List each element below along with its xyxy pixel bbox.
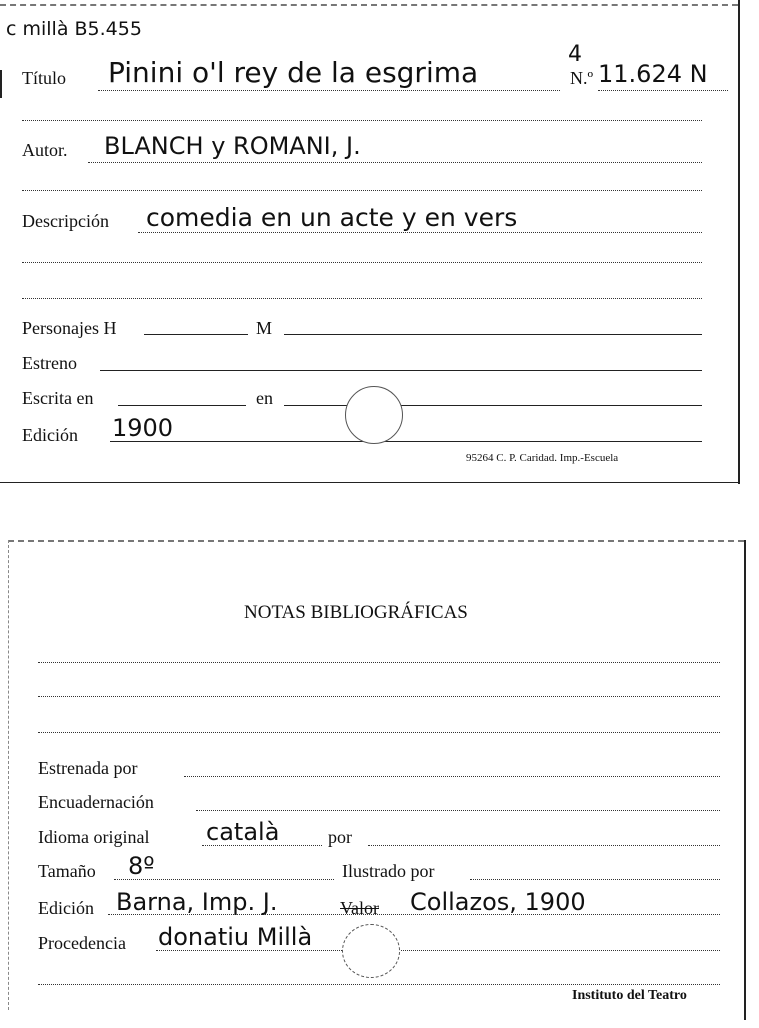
author-line <box>88 162 702 163</box>
provenance-label: Procedencia <box>38 933 126 953</box>
premiere-label: Estreno <box>22 353 77 373</box>
author-label: Autor. <box>22 140 68 160</box>
original-language-value: català <box>206 818 280 846</box>
size-value: 8º <box>128 852 155 880</box>
author-line-2 <box>22 190 702 191</box>
size-label: Tamaño <box>38 861 96 881</box>
binding-label: Encuadernación <box>38 792 154 812</box>
catalog-card-front <box>0 0 740 484</box>
notes-heading: NOTAS BIBLIOGRÁFICAS <box>244 602 468 623</box>
catalog-card-back <box>8 540 746 1020</box>
characters-m-line <box>284 334 702 335</box>
title-line-2 <box>22 120 702 121</box>
punch-hole <box>345 386 403 444</box>
card-bottom-edge <box>0 482 740 483</box>
printer-footer: 95264 C. P. Caridad. Imp.-Escuela <box>466 452 619 464</box>
edition-label: Edición <box>22 425 78 445</box>
notes-line-last <box>38 984 720 985</box>
characters-label: Personajes H <box>22 318 117 338</box>
premiere-line <box>100 370 702 371</box>
original-language-label: Idioma original <box>38 827 150 847</box>
premiered-by-line <box>184 776 720 777</box>
characters-h-line <box>144 334 248 335</box>
card-left-edge-mark <box>0 70 2 98</box>
number-superscript: 4 <box>568 42 582 67</box>
author-value: BLANCH y ROMANI, J. <box>104 132 361 160</box>
card-left-edge <box>8 540 9 1010</box>
illustrated-by-label: Ilustrado por <box>342 861 435 881</box>
value-label-struck: Valor <box>340 898 379 918</box>
title-label: Título <box>22 68 66 88</box>
binding-line <box>196 810 720 811</box>
notes-line-3 <box>38 732 720 733</box>
provenance-value: donatiu Millà <box>158 923 313 951</box>
number-label: N.º <box>570 68 594 88</box>
premiered-by-label: Estrenada por <box>38 758 138 778</box>
number-value: 11.624 N <box>598 60 708 88</box>
notes-line-2 <box>38 696 720 697</box>
translated-by-label: por <box>328 827 352 847</box>
corner-note: c millà B5.455 <box>6 18 142 40</box>
written-label: Escrita en <box>22 388 94 408</box>
number-line <box>598 90 728 91</box>
notes-line-1 <box>38 662 720 663</box>
written-en-label: en <box>256 388 273 408</box>
description-value: comedia en un acte y en vers <box>146 203 518 232</box>
edition-label: Edición <box>38 898 94 918</box>
title-value: Pinini o'l rey de la esgrima <box>108 56 479 89</box>
edition-value-a: Barna, Imp. J. <box>116 888 278 916</box>
description-line-2 <box>22 262 702 263</box>
punch-hole <box>342 924 400 978</box>
translated-by-line <box>368 845 720 846</box>
illustrated-by-line <box>470 879 720 880</box>
card-top-edge <box>0 4 738 6</box>
edition-value: 1900 <box>112 414 174 442</box>
edition-value-b: Collazos, 1900 <box>410 888 586 916</box>
description-line-3 <box>22 298 702 299</box>
written-line-1 <box>118 405 246 406</box>
card-top-edge <box>8 540 744 542</box>
title-line <box>98 90 560 91</box>
description-label: Descripción <box>22 211 109 231</box>
description-line <box>138 232 702 233</box>
edition-line <box>110 441 702 442</box>
institute-footer: Instituto del Teatro <box>572 988 687 1003</box>
characters-m-label: M <box>256 318 273 338</box>
